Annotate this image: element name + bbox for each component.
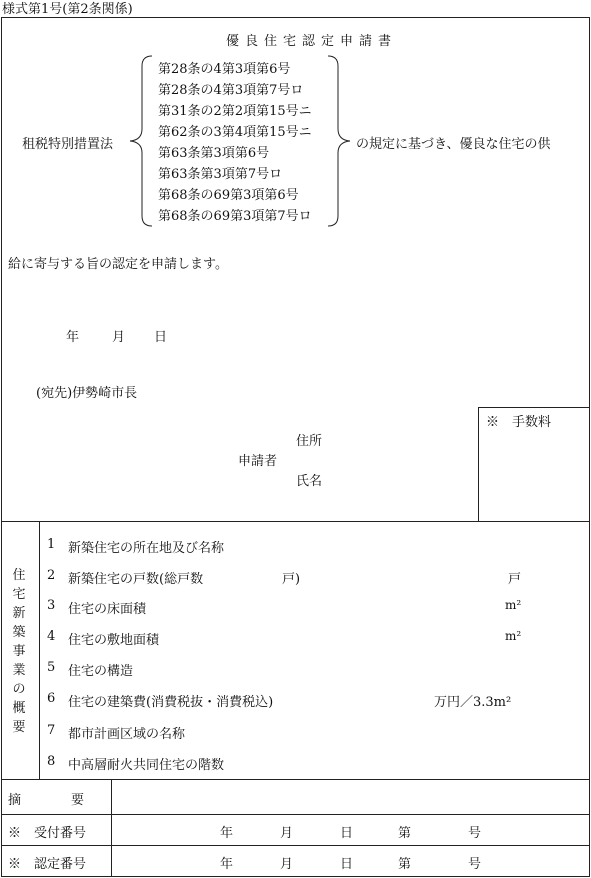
item-4-text: 住宅の敷地面積 xyxy=(68,633,160,648)
item-3-text: 住宅の床面積 xyxy=(68,602,147,617)
fee-box-top xyxy=(478,407,590,408)
item-1-text: 新築住宅の所在地及び名称 xyxy=(68,541,225,556)
cert-year: 年 xyxy=(220,857,234,872)
body-text-2: 給に寄与する旨の認定を申請します。 xyxy=(8,257,228,272)
applicant-name: 氏名 xyxy=(296,474,323,489)
item-6-text: 住宅の建築費(消費税抜・消費税込) xyxy=(68,695,274,710)
fee-label: ※ 手数料 xyxy=(486,415,552,430)
item-6-num: 6 xyxy=(47,691,56,706)
receipt-go: 号 xyxy=(468,826,482,841)
applicant-label: 申請者 xyxy=(238,454,278,469)
provision-7: 第68条の69第3項第6号 xyxy=(158,188,299,203)
form-number: 様式第1号(第2条関係) xyxy=(2,2,133,17)
receipt-month: 月 xyxy=(280,826,294,841)
body-text-1: の規定に基づき、優良な住宅の供 xyxy=(356,137,551,152)
item-8-num: 8 xyxy=(47,754,56,769)
cert-dai: 第 xyxy=(398,857,412,872)
cert-label: ※ 認定番号 xyxy=(8,857,87,872)
frame-left xyxy=(1,17,2,877)
bottom-row-line-1 xyxy=(1,814,590,815)
left-brace-icon xyxy=(126,54,160,229)
provision-1: 第28条の4第3項第6号 xyxy=(158,62,291,77)
item-3-unit: m² xyxy=(505,598,522,612)
bottom-row-line-2 xyxy=(1,845,590,846)
item-2-text: 新築住宅の戸数(総戸数 xyxy=(68,572,204,587)
frame-bottom xyxy=(1,876,590,877)
cert-go: 号 xyxy=(468,857,482,872)
remarks-label: 摘要 xyxy=(8,793,135,808)
provision-2: 第28条の4第3項第7号ロ xyxy=(158,83,304,98)
date-month: 月 xyxy=(112,330,126,345)
item-5-text: 住宅の構造 xyxy=(68,664,134,679)
receipt-day: 日 xyxy=(340,826,354,841)
item-2-num: 2 xyxy=(47,568,56,583)
receipt-dai: 第 xyxy=(398,826,412,841)
cert-month: 月 xyxy=(280,857,294,872)
receipt-label: ※ 受付番号 xyxy=(8,826,87,841)
item-2-mid: 戸) xyxy=(282,572,301,587)
bottom-table-top xyxy=(1,779,590,780)
provision-5: 第63条第3項第6号 xyxy=(158,146,270,161)
item-4-unit: m² xyxy=(505,629,522,643)
provision-4: 第62条の3第4項第15号ニ xyxy=(158,125,312,140)
date-year: 年 xyxy=(66,330,80,345)
applicant-address: 住所 xyxy=(296,434,323,449)
provision-8: 第68条の69第3項第7号ロ xyxy=(158,209,312,224)
page-title: 優良住宅認定申請書 xyxy=(226,34,398,49)
frame-top xyxy=(1,17,590,18)
overview-top-line xyxy=(1,521,590,522)
provision-3: 第31条の2第2項第15号ニ xyxy=(158,104,312,119)
provision-6: 第63条第3項第7号ロ xyxy=(158,167,283,182)
item-2-unit: 戸 xyxy=(508,572,522,587)
date-day: 日 xyxy=(154,330,168,345)
item-8-text: 中高層耐火共同住宅の階数 xyxy=(68,758,225,773)
item-5-num: 5 xyxy=(47,660,56,675)
addressee: (宛先)伊勢崎市長 xyxy=(36,386,138,401)
item-7-num: 7 xyxy=(47,723,56,738)
law-name: 租税特別措置法 xyxy=(22,137,114,152)
item-4-num: 4 xyxy=(47,629,56,644)
item-6-unit: 万円／3.3m² xyxy=(434,695,512,710)
frame-right xyxy=(589,17,590,877)
cert-day: 日 xyxy=(340,857,354,872)
item-1-num: 1 xyxy=(47,537,56,552)
right-brace-icon xyxy=(322,54,356,229)
overview-label: 住宅新築事業の概要 xyxy=(12,568,26,735)
fee-box-left xyxy=(478,407,479,522)
item-7-text: 都市計画区域の名称 xyxy=(68,727,186,742)
receipt-year: 年 xyxy=(220,826,234,841)
overview-divider xyxy=(39,521,40,779)
item-3-num: 3 xyxy=(47,598,56,613)
